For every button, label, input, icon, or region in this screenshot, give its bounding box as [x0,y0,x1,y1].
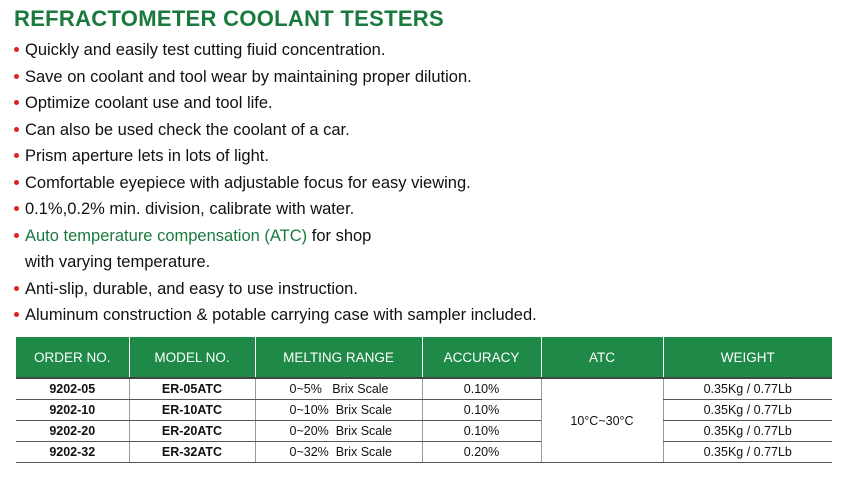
model-no-cell: ER-20ATC [129,421,255,442]
bullet-icon [14,312,19,317]
bullet-icon [14,286,19,291]
bullet-icon [14,206,19,211]
header-model-no: MODEL NO. [129,337,255,378]
feature-text: Can also be used check the coolant of a car. [25,120,350,139]
feature-item [14,117,537,144]
weight-cell: 0.35Kg / 0.77Lb [663,400,832,421]
model-no-cell: ER-32ATC [129,442,255,463]
feature-item [14,170,537,197]
feature-item [14,90,537,117]
feature-text: Prism aperture lets in lots of light. [25,147,269,165]
weight-cell: 0.35Kg / 0.77Lb [663,421,832,442]
bullet-icon [14,47,19,52]
atc-highlight-text: Auto temperature compensation (ATC) [25,226,308,245]
weight-cell: 0.35Kg / 0.77Lb [663,378,832,400]
melting-range-cell: 0~32% Brix Scale [255,442,422,463]
page-title: REFRACTOMETER COOLANT TESTERS [14,6,444,31]
feature-text: Optimize coolant use and tool life. [25,94,273,112]
model-no-cell: ER-05ATC [129,378,255,400]
header-atc: ATC [541,337,663,378]
feature-item [14,196,537,223]
header-order-no: ORDER NO. [16,337,129,378]
feature-text: Quickly and easily test cutting fiuid concentration. [25,41,386,59]
bullet-icon [14,233,19,238]
feature-item [14,143,537,170]
atc-cell: 10°C~30°C [541,378,663,463]
melting-range-cell: 0~10% Brix Scale [255,400,422,421]
table-row [16,442,832,463]
order-no-cell: 9202-20 [16,421,129,442]
bullet-icon [14,180,19,185]
order-no-cell: 9202-32 [16,442,129,463]
accuracy-cell: 0.10% [422,400,541,421]
melting-range-cell: 0~5% Brix Scale [255,378,422,400]
order-no-cell: 9202-10 [16,400,129,421]
feature-item [14,64,537,91]
feature-text: for shop [307,226,372,245]
accuracy-cell: 0.20% [422,442,541,463]
table-header-row [16,337,832,378]
table-row [16,421,832,442]
order-no-cell: 9202-05 [16,378,129,400]
feature-text: Comfortable eyepiece with adjustable focus for easy viewing. [25,173,471,192]
header-melting-range: MELTING RANGE [255,337,422,378]
bullet-icon [14,100,19,105]
feature-continuation-text: with varying temperature. [25,253,211,271]
feature-item [14,37,537,64]
bullet-icon [14,127,19,132]
bullet-icon [14,153,19,158]
feature-item-atc [14,223,537,276]
spec-table [16,337,832,463]
header-weight: WEIGHT [663,337,832,378]
melting-range-cell: 0~20% Brix Scale [255,421,422,442]
feature-text: Anti-slip, durable, and easy to use instruction. [25,279,358,298]
feature-item [14,276,537,303]
table-row [16,400,832,421]
feature-text: 0.1%,0.2% min. division, calibrate with water. [25,200,355,218]
model-no-cell: ER-10ATC [129,400,255,421]
bullet-icon [14,74,19,79]
feature-list [14,37,537,329]
accuracy-cell: 0.10% [422,378,541,400]
weight-cell: 0.35Kg / 0.77Lb [663,442,832,463]
header-accuracy: ACCURACY [422,337,541,378]
feature-text: Save on coolant and tool wear by maintaining proper dilution. [25,67,472,86]
table-row [16,378,832,400]
accuracy-cell: 0.10% [422,421,541,442]
feature-item [14,302,537,329]
feature-text: Aluminum construction & potable carrying case with sampler included. [25,306,537,324]
